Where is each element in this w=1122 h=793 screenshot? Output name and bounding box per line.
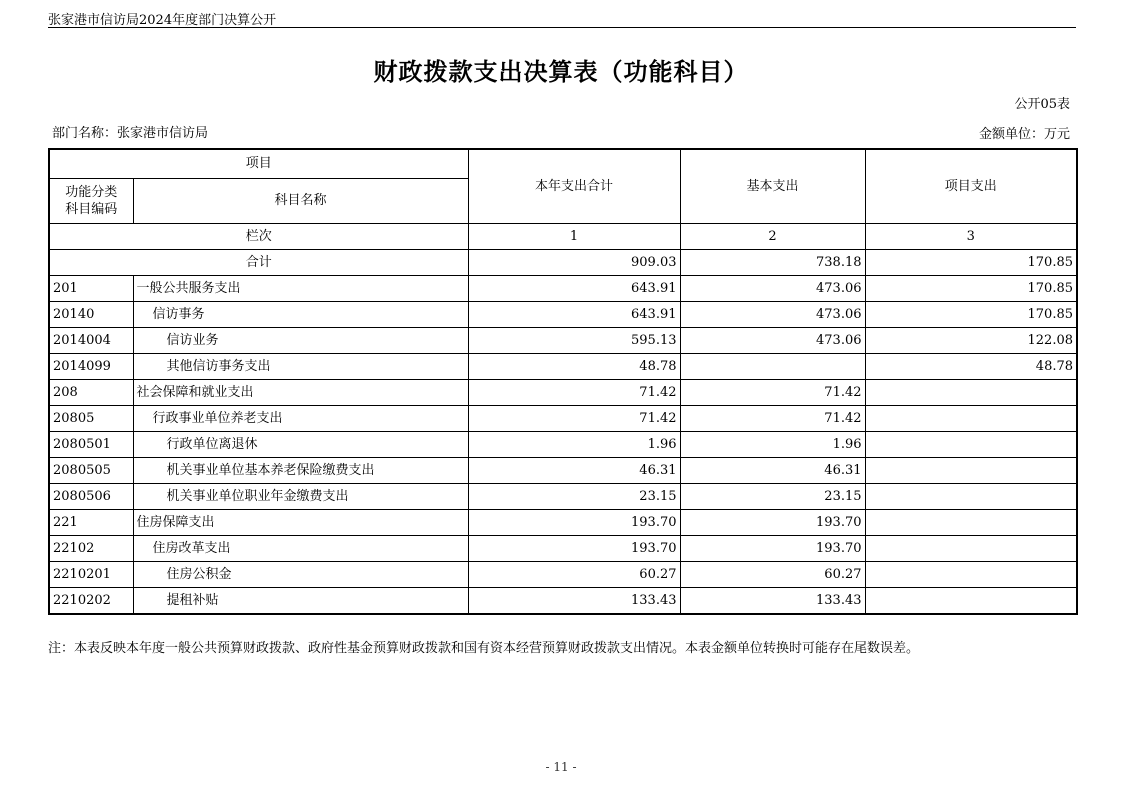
table-row	[49, 588, 1077, 615]
header-basic: 基本支出	[680, 149, 865, 224]
cell-total: 595.13	[468, 328, 680, 354]
cell-code: 221	[49, 510, 133, 536]
cell-code: 208	[49, 380, 133, 406]
cell-basic	[680, 354, 865, 380]
department-name: 部门名称：张家港市信访局	[52, 126, 209, 141]
table-row	[49, 510, 1077, 536]
cell-code: 2080506	[49, 484, 133, 510]
table-row	[49, 406, 1077, 432]
running-header: 张家港市信访局2024年度部门决算公开	[48, 13, 277, 28]
cell-code: 22102	[49, 536, 133, 562]
cell-project	[865, 458, 1077, 484]
header-project: 项目支出	[865, 149, 1077, 224]
cell-code: 201	[49, 276, 133, 302]
cell-total: 60.27	[468, 562, 680, 588]
cell-total: 193.70	[468, 536, 680, 562]
cell-total: 71.42	[468, 380, 680, 406]
cell-name: 其他信访事务支出	[133, 354, 468, 380]
cell-basic: 23.15	[680, 484, 865, 510]
column-number-2: 2	[680, 224, 865, 250]
table-row	[49, 328, 1077, 354]
expenditure-table	[48, 148, 1078, 615]
cell-project	[865, 562, 1077, 588]
table-row	[49, 458, 1077, 484]
cell-code: 2014099	[49, 354, 133, 380]
cell-total: 23.15	[468, 484, 680, 510]
cell-project	[865, 536, 1077, 562]
cell-code: 20805	[49, 406, 133, 432]
cell-name: 机关事业单位基本养老保险缴费支出	[133, 458, 468, 484]
column-number-row	[49, 224, 1077, 250]
cell-basic: 71.42	[680, 380, 865, 406]
sum-basic: 738.18	[680, 250, 865, 276]
page-number: - 11 -	[545, 760, 577, 774]
cell-project: 48.78	[865, 354, 1077, 380]
cell-name: 住房改革支出	[133, 536, 468, 562]
table-row	[49, 432, 1077, 458]
amount-unit: 金额单位：万元	[978, 127, 1070, 142]
cell-basic: 1.96	[680, 432, 865, 458]
cell-basic: 193.70	[680, 510, 865, 536]
cell-total: 643.91	[468, 302, 680, 328]
sum-project: 170.85	[865, 250, 1077, 276]
header-rule	[48, 27, 1076, 28]
cell-project: 170.85	[865, 276, 1077, 302]
cell-basic: 60.27	[680, 562, 865, 588]
cell-project	[865, 510, 1077, 536]
cell-project	[865, 588, 1077, 615]
header-row-1	[49, 149, 1077, 179]
column-number-label: 栏次	[49, 224, 468, 250]
cell-basic: 71.42	[680, 406, 865, 432]
cell-total: 46.31	[468, 458, 680, 484]
cell-code: 2210201	[49, 562, 133, 588]
cell-total: 48.78	[468, 354, 680, 380]
cell-code: 2080505	[49, 458, 133, 484]
cell-name: 社会保障和就业支出	[133, 380, 468, 406]
column-number-1: 1	[468, 224, 680, 250]
document-title: 财政拨款支出决算表（功能科目）	[373, 57, 749, 86]
cell-code: 2080501	[49, 432, 133, 458]
cell-project	[865, 380, 1077, 406]
table-row	[49, 276, 1077, 302]
cell-name: 一般公共服务支出	[133, 276, 468, 302]
cell-total: 133.43	[468, 588, 680, 615]
table-row	[49, 380, 1077, 406]
sum-row	[49, 250, 1077, 276]
sum-total: 909.03	[468, 250, 680, 276]
table-row	[49, 354, 1077, 380]
cell-total: 1.96	[468, 432, 680, 458]
table-row	[49, 536, 1077, 562]
header-item: 项目	[49, 149, 468, 179]
cell-name: 信访事务	[133, 302, 468, 328]
cell-project	[865, 484, 1077, 510]
header-total: 本年支出合计	[468, 149, 680, 224]
cell-basic: 473.06	[680, 328, 865, 354]
cell-name: 行政单位离退休	[133, 432, 468, 458]
cell-code: 20140	[49, 302, 133, 328]
cell-total: 71.42	[468, 406, 680, 432]
cell-total: 643.91	[468, 276, 680, 302]
table-note: 注：本表反映本年度一般公共预算财政拨款、政府性基金预算财政拨款和国有资本经营预算财政拨款支出情况。本表金额单位转换时可能存在尾数误差。	[48, 641, 920, 656]
cell-name: 提租补贴	[133, 588, 468, 615]
cell-name: 信访业务	[133, 328, 468, 354]
cell-project: 122.08	[865, 328, 1077, 354]
cell-name: 机关事业单位职业年金缴费支出	[133, 484, 468, 510]
cell-name: 行政事业单位养老支出	[133, 406, 468, 432]
form-number: 公开05表	[1014, 97, 1070, 112]
cell-name: 住房公积金	[133, 562, 468, 588]
column-number-3: 3	[865, 224, 1077, 250]
header-name: 科目名称	[133, 179, 468, 224]
cell-project: 170.85	[865, 302, 1077, 328]
cell-project	[865, 432, 1077, 458]
cell-basic: 473.06	[680, 276, 865, 302]
header-code: 功能分类 科目编码	[49, 179, 133, 224]
sum-label: 合计	[49, 250, 468, 276]
table-row	[49, 562, 1077, 588]
cell-basic: 473.06	[680, 302, 865, 328]
table-row	[49, 302, 1077, 328]
cell-basic: 46.31	[680, 458, 865, 484]
cell-total: 193.70	[468, 510, 680, 536]
cell-basic: 193.70	[680, 536, 865, 562]
cell-name: 住房保障支出	[133, 510, 468, 536]
cell-code: 2210202	[49, 588, 133, 615]
cell-basic: 133.43	[680, 588, 865, 615]
cell-project	[865, 406, 1077, 432]
table-row	[49, 484, 1077, 510]
cell-code: 2014004	[49, 328, 133, 354]
